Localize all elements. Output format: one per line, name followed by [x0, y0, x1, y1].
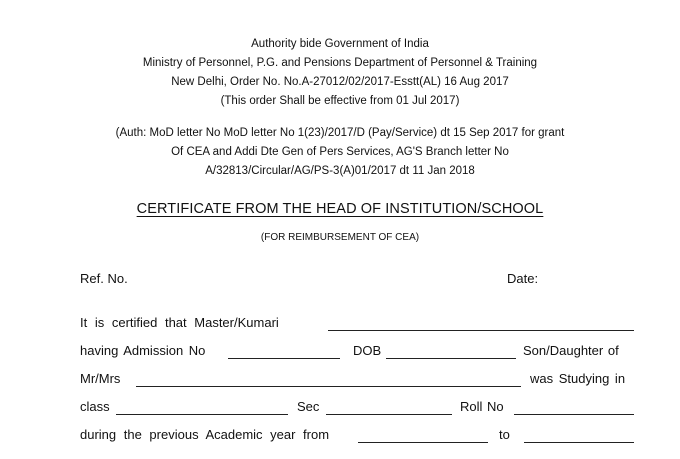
header-line-4: (This order Shall be effective from 01 Jul 2017)	[220, 95, 460, 107]
certificate-title: CERTIFICATE FROM THE HEAD OF INSTITUTION/SCHOOL	[136, 201, 544, 217]
section-field[interactable]	[326, 414, 452, 415]
roll-no-label: Roll No	[460, 399, 504, 414]
student-name-label: It is certified that Master/Kumari	[80, 315, 279, 330]
authority-block	[0, 124, 680, 181]
header-block	[0, 35, 680, 111]
section-label: Sec	[297, 399, 320, 414]
parent-label: Mr/Mrs	[80, 371, 121, 386]
admission-no-label: having Admission No	[80, 343, 206, 358]
ref-no-label: Ref. No.	[80, 271, 128, 286]
roll-no-field[interactable]	[514, 414, 634, 415]
certificate-subtitle: (FOR REIMBURSEMENT OF CEA)	[260, 232, 420, 243]
authority-line-1: (Auth: MoD letter No MoD letter No 1(23)/2017/D (Pay/Service) dt 15 Sep 2017 for grant	[115, 127, 565, 139]
certificate-title-wrap	[0, 201, 680, 217]
header-line-2: Ministry of Personnel, P.G. and Pensions Department of Personnel & Training	[142, 57, 538, 69]
authority-line-2: Of CEA and Addi Dte Gen of Pers Services, AG'S Branch letter No	[171, 146, 509, 158]
was-studying-label: was Studying in	[530, 371, 626, 386]
dob-field[interactable]	[386, 358, 516, 359]
dob-label: DOB	[353, 343, 382, 358]
academic-year-label: during the previous Academic year from	[80, 427, 330, 442]
form-row-parent	[80, 371, 635, 391]
form-row-academic-year	[80, 427, 635, 447]
date-label: Date:	[507, 271, 539, 286]
authority-line-3: A/32813/Circular/AG/PS-3(A)01/2017 dt 11 Jan 2018	[205, 165, 475, 177]
header-line-3: New Delhi, Order No. No.A-27012/02/2017-Esstt(AL) 16 Aug 2017	[171, 76, 509, 88]
parent-name-field[interactable]	[136, 386, 521, 387]
son-daughter-label: Son/Daughter of	[523, 343, 619, 358]
class-label: class	[80, 399, 110, 414]
class-field[interactable]	[116, 414, 288, 415]
admission-no-field[interactable]	[228, 358, 340, 359]
form-row-student-name	[80, 315, 635, 335]
academic-year-from-field[interactable]	[358, 442, 488, 443]
header-line-1: Authority bide Government of India	[251, 38, 429, 50]
to-label: to	[499, 427, 510, 442]
student-name-field[interactable]	[328, 330, 634, 331]
academic-year-to-field[interactable]	[524, 442, 634, 443]
form-row-class	[80, 399, 635, 419]
form-row-admission	[80, 343, 635, 363]
